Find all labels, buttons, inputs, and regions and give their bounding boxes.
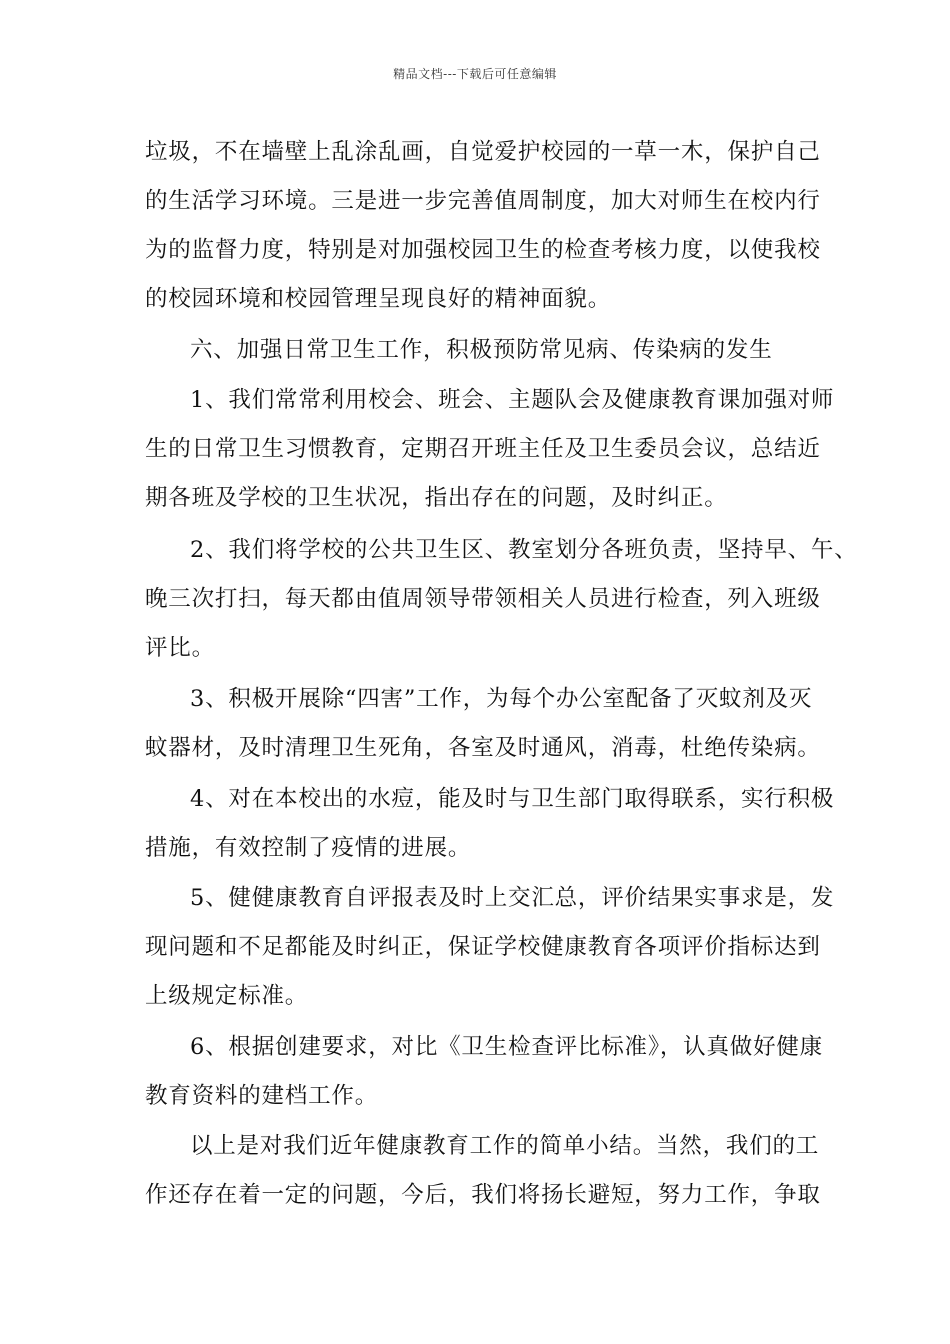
text-line: 期各班及学校的卫生状况，指出存在的问题，及时纠正。 (145, 485, 728, 511)
text-line: 的校园环境和校园管理呈现良好的精神面貌。 (145, 286, 612, 312)
text-line: 现问题和不足都能及时纠正，保证学校健康教育各项评价指标达到 (145, 934, 821, 960)
text-line: 作还存在着一定的问题，今后，我们将扬长避短，努力工作，争取 (145, 1182, 821, 1208)
page-header: 精品文档---下载后可任意编辑 (393, 67, 557, 81)
text-line: 生的日常卫生习惯教育，定期召开班主任及卫生委员会议，总结近 (145, 436, 821, 462)
text-line: 以上是对我们近年健康教育工作的简单小结。当然，我们的工 (190, 1133, 820, 1159)
text-line: 上级规定标准。 (145, 983, 309, 1009)
text-line: 2、我们将学校的公共卫生区、教室划分各班负责，坚持早、午、 (190, 537, 858, 563)
section-heading: 六、加强日常卫生工作，积极预防常见病、传染病的发生 (190, 337, 773, 363)
text-line: 3、积极开展除“四害”工作，为每个办公室配备了灭蚊剂及灭 (190, 686, 813, 712)
text-line: 蚊器材，及时清理卫生死角，各室及时通风，消毒，杜绝传染病。 (145, 735, 821, 761)
text-line: 评比。 (145, 635, 215, 661)
text-line: 6、根据创建要求，对比《卫生检查评比标准》，认真做好健康 (190, 1034, 823, 1060)
text-line: 教育资料的建档工作。 (145, 1083, 379, 1109)
text-line: 4、对在本校出的水痘，能及时与卫生部门取得联系，实行积极 (190, 786, 835, 812)
text-line: 5、健健康教育自评报表及时上交汇总，评价结果实事求是，发 (190, 885, 835, 911)
text-line: 为的监督力度，特别是对加强校园卫生的检查考核力度，以使我校 (145, 237, 821, 263)
text-line: 晚三次打扫，每天都由值周领导带领相关人员进行检查，列入班级 (145, 586, 821, 612)
text-line: 的生活学习环境。三是进一步完善值周制度，加大对师生在校内行 (145, 188, 821, 214)
text-line: 措施，有效控制了疫情的进展。 (145, 835, 472, 861)
text-line: 垃圾，不在墙壁上乱涂乱画，自觉爱护校园的一草一木，保护自己 (145, 139, 821, 165)
text-line: 1、我们常常利用校会、班会、主题队会及健康教育课加强对师 (190, 387, 835, 413)
